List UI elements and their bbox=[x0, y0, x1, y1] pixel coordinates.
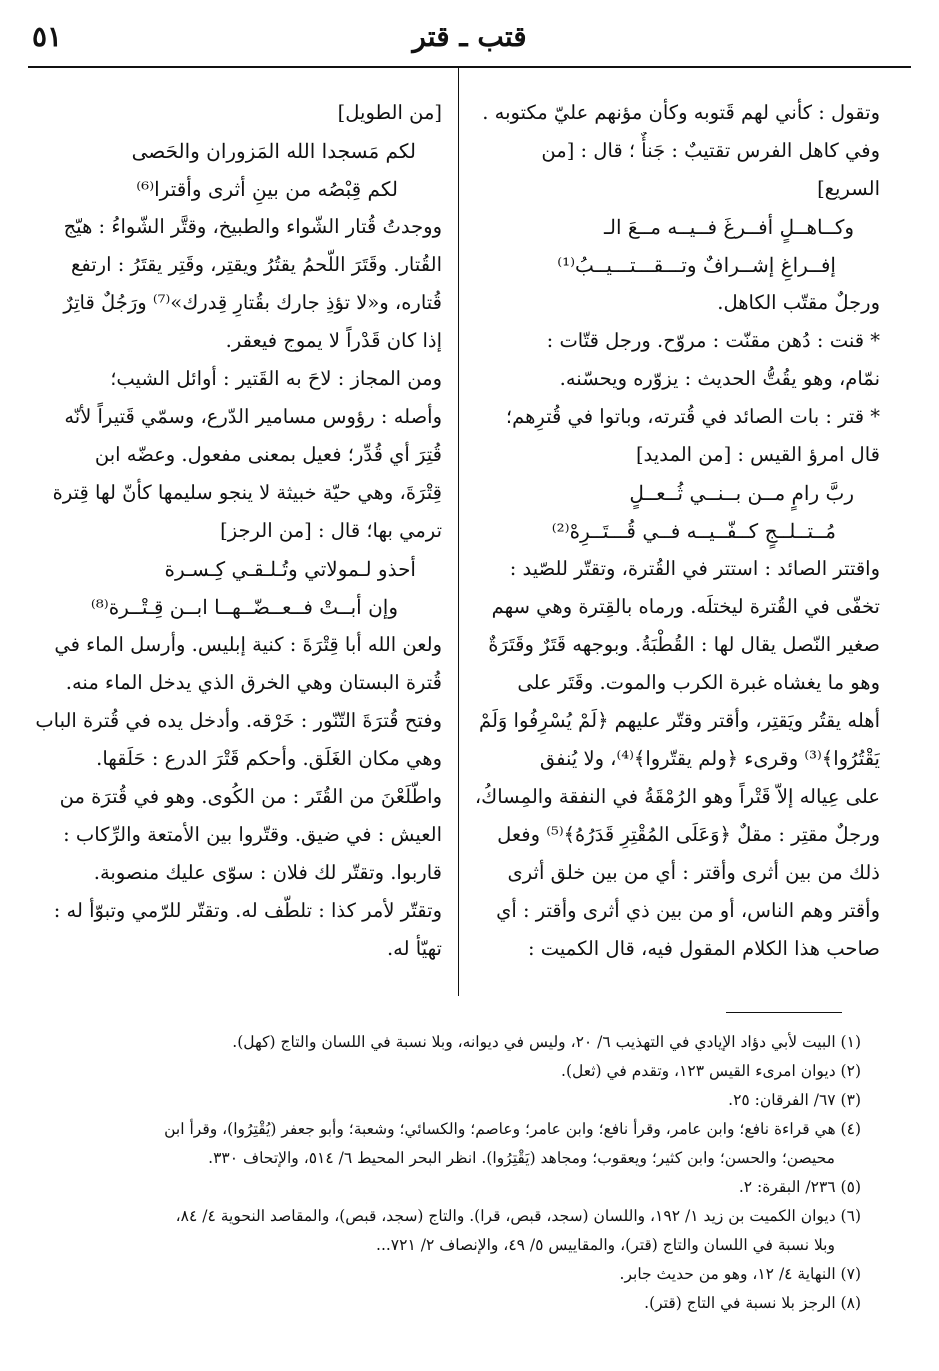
text-line: ووجدتُ قُتار الشّواء والطبيخ، وقتَّر الشّواءُ : هيّج bbox=[63, 215, 442, 238]
footnote: (٥) ٢٣٦/ البقرة: ٢. bbox=[738, 1178, 861, 1196]
footnote-continuation: وبلا نسبة في اللسان والتاج (قتر)، والمقاييس ٥/ ٤٩، والإنصاف ٢/ ٧٢١... bbox=[376, 1236, 835, 1254]
text-line: السريع] bbox=[817, 177, 880, 200]
verse-line: لكم قِبْصُه من بينِ أثرى وأقترا⁽⁶⁾ bbox=[136, 177, 398, 201]
verse-line: أحذو لـمولاتي وتُـلـقـي كِـسـرة bbox=[164, 557, 416, 581]
text-line: وأقتر وهم الناس، أو من بين ذي أثرى وأقتر : أي bbox=[496, 899, 880, 922]
text-line: ورجلٌ مقتّب الكاهل. bbox=[717, 291, 880, 314]
text-line: تخفّى في القُترة ليختلَه. ورماه بالقِترة وهي سهم bbox=[491, 595, 880, 618]
text-line: وتقول : كأني لهم قَتوبه وكأن مؤنهم عليّ مكتوبه . bbox=[482, 101, 880, 124]
verse-line: إفــراغِ إشــرافٌ وتـــقـــتـــيــبُ⁽¹⁾ bbox=[557, 253, 836, 277]
footnote: (٢) ديوان امرىء القيس ١٢٣، وتقدم في (ثعل). bbox=[561, 1062, 861, 1080]
text-line: وفي كاهل الفرس تقتيبٌ : جَنأٌ ؛ قال : [من bbox=[541, 139, 880, 162]
verse-line: مُــتــلــجٍ كــفّــيــه فــي قُـــتَــرِهْ⁽²⁾ bbox=[551, 519, 836, 543]
running-title: قتب ـ قتر bbox=[412, 20, 527, 53]
footnote-continuation: محيصن؛ والحسن؛ وابن كثير؛ ويعقوب؛ ومجاهد (يَقْتِرُوا). انظر البحر المحيط ٦/ ٥١٤، والإتحاف ٣٣٠. bbox=[208, 1149, 835, 1167]
footnote: (٣) ٦٧/ الفرقان: ٢٥. bbox=[728, 1091, 861, 1109]
text-line: ترمي بها؛ قال : [من الرجز] bbox=[220, 519, 442, 542]
text-line: صغير النّصل يقال لها : القُطْبَةُ. وبوجهه قَتَرٌ وقَتَرَةٌ bbox=[488, 633, 880, 656]
text-line: وتقتّر لأمر كذا : تلطّف له. وتقتّر للرّمي وتبوّأ له : bbox=[53, 899, 442, 922]
text-line: قال امرؤ القيس : [من المديد] bbox=[635, 443, 880, 466]
text-line: على عِياله إلاّ قَتْراً وهو الرُمْقَةُ في النفقة والمِساكُ، bbox=[474, 785, 880, 808]
footnotes bbox=[40, 1028, 861, 1318]
text-line: قُتِرَ أي قُدِّر؛ فعيل بمعنى مفعول. وعضّه ابن bbox=[94, 443, 442, 466]
footnote: (٧) النهاية ٤/ ١٢، وهو من حديث جابر. bbox=[619, 1265, 861, 1283]
right-column bbox=[470, 94, 880, 968]
text-line: وهو ما يغشاه غبرة الكرب والموت. وقَتَر على bbox=[517, 671, 880, 694]
entry-line: * قتر : بات الصائد في قُترته، وباتوا في قُترِهم؛ bbox=[505, 405, 880, 428]
text-line: ورجلٌ مقتِر : مقلٌ ﴿وَعَلَى المُقْتِرِ قَدَرُهُ﴾⁽⁵⁾ وفعل bbox=[497, 823, 880, 846]
text-line: تهيّأ له. bbox=[386, 937, 442, 960]
text-line: ومن المجاز : لاحَ به القَتير : أوائل الشيب؛ bbox=[110, 367, 442, 390]
text-line: إذا كان قَدْراً لا يموج فيعقر. bbox=[225, 329, 442, 352]
text-line: وهي مكان الغَلَق. وأحكم قَتْرَ الدرع : حَلَقها. bbox=[96, 747, 442, 770]
text-line: واقتتر الصائد : استتر في القُترة، وتقتّر للصّيد : bbox=[509, 557, 880, 580]
verse-line: لكم مَسجدا الله المَزوران والحَصى bbox=[131, 139, 416, 163]
entry-line: * قنت : دُهن مقنّت : مروّح. ورجل قتّات : bbox=[546, 329, 880, 352]
footnote: (١) البيت لأبي دؤاد الإيادي في التهذيب ٦/ ٢٠، وليس في ديوانه، وبلا نسبة في اللسان والتاج (كهل). bbox=[232, 1033, 861, 1051]
text-line: صاحب هذا الكلام المقول فيه، قال الكميت : bbox=[528, 937, 880, 960]
text-line: وأصله : رؤوس مسامير الدّرع، وسمّي قَتيراً لأنّه bbox=[64, 405, 442, 428]
text-line: وفتح قُترَةَ التّنّور : خَرْقه. وأدخل يده في قُترة الباب bbox=[35, 709, 442, 732]
page-header bbox=[28, 18, 911, 64]
text-line: ولعن الله أبا قِتْرَةَ : كنية إبليس. وأرسل الماء في bbox=[54, 633, 442, 656]
verse-line: وكــاهــلٍ أفــرغَ فــيــه مــعَ الـ bbox=[604, 215, 854, 239]
footnote: (٤) هي قراءة نافع؛ وابن عامر، وقرأ نافع؛ وابن عامر؛ وعاصم؛ والكسائي؛ وشعبة؛ وأبو جعفر (يُقْتِرُوا)، وقرأ ابن bbox=[164, 1120, 861, 1138]
text-line: يَقْتُرُوا﴾⁽³⁾ وقرىء ﴿ولم يقتّروا﴾⁽⁴⁾، ولا يُنفق bbox=[539, 747, 880, 770]
verse-line: ربَّ رامٍ مــن بــنــي ثُــعــلٍ bbox=[629, 481, 854, 505]
text-line: قِتْرَةَ، وهي حيّة خبيثة لا ينجو سليمها كأنّ لها قِترة bbox=[52, 481, 442, 504]
page-number: ٥١ bbox=[32, 20, 63, 53]
text-line: أهله يقتُر ويَقتِر، وأقتر وقتّر عليهم ﴿لَمْ يُسْرِفُوا وَلَمْ bbox=[479, 709, 880, 732]
verse-line: وإن أبــتْ فــعــضّــهــا ابــن قِـتْــرة⁽⁸⁾ bbox=[90, 595, 398, 619]
text-line: نمّام، وهو يقُتُّ الحديث : يزوّره ويحسّنه. bbox=[559, 367, 880, 390]
header-rule bbox=[28, 66, 911, 68]
text-line: قُترة البستان وهي الخرق الذي يدخل الماء منه. bbox=[65, 671, 442, 694]
left-column bbox=[30, 94, 442, 968]
column-divider bbox=[458, 66, 459, 996]
text-line: القُتار. وقَتَرَ اللّحمُ يقتُرُ ويقتِر، وقَتِر يقتَرُ : ارتفع bbox=[71, 253, 442, 276]
text-line: قاربوا. وتقتّر لك فلان : سوّى عليك منصوبة. bbox=[93, 861, 442, 884]
text-line: واطّلَعْنَ من القُتَر : من الكُوى. وهو في قُترَة من bbox=[59, 785, 442, 808]
text-line: [من الطويل] bbox=[337, 101, 442, 124]
footnote-separator bbox=[726, 1012, 842, 1013]
footnote: (٦) ديوان الكميت بن زيد ١/ ١٩٢، واللسان (سجد، قبص، قرا). والتاج (سجد، قبص)، والمقاصد النحوية ٤/ ٨٤، bbox=[175, 1207, 861, 1225]
footnote: (٨) الرجز بلا نسبة في التاج (قتر). bbox=[644, 1294, 861, 1312]
text-line: العيش : في ضيق. وقتّروا بين الأمتعة والرِّكاب : bbox=[63, 823, 442, 846]
text-line: قُتاره، و«لا تؤذِ جارك بقُتارِ قِدرك»⁽⁷⁾ ورَجُلٌ قاتِرٌ bbox=[63, 291, 442, 314]
text-line: ذلك من بين أثرى وأقتر : أي من بين خلق أثرى bbox=[507, 861, 880, 884]
